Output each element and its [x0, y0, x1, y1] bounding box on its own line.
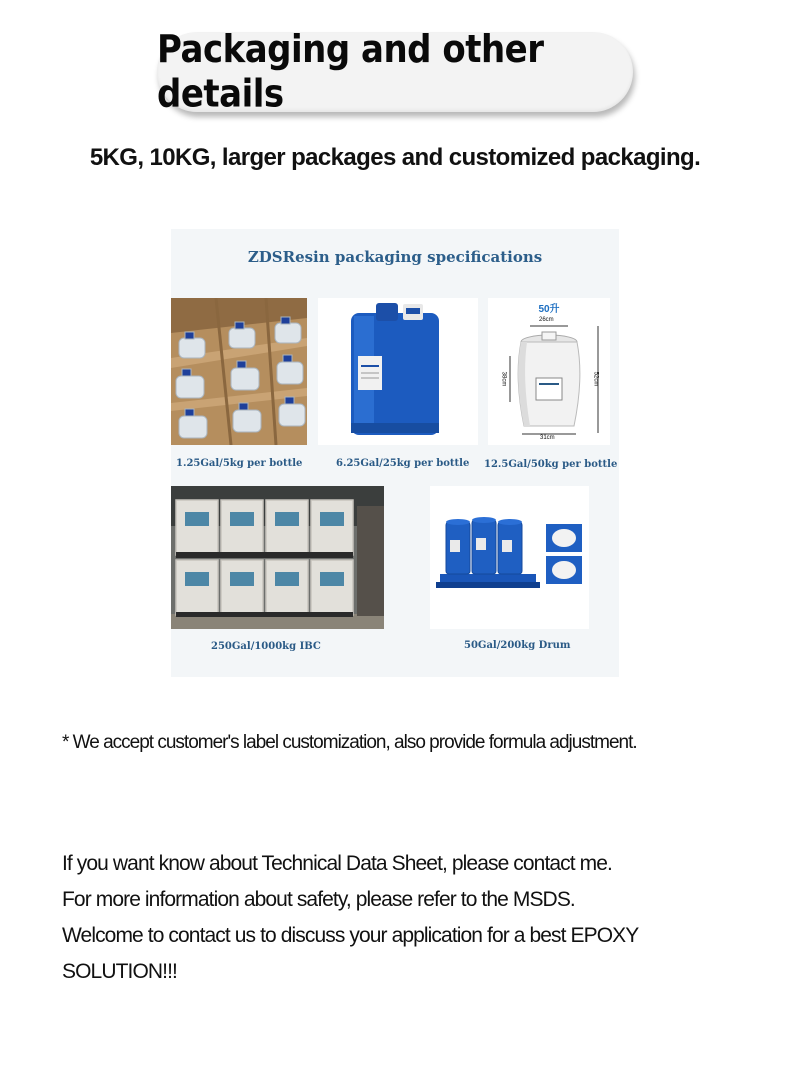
contact-line-solution: SOLUTION!!!: [62, 960, 177, 983]
barrel-height-dim: 52cm: [592, 371, 599, 387]
packaging-subtitle: 5KG, 10KG, larger packages and customized packaging.: [89, 144, 701, 171]
packaging-specifications-figure: [171, 229, 619, 677]
section-title: Packaging and other details: [157, 27, 544, 117]
contact-line-msds: For more information about safety, please refer to the MSDS.: [62, 888, 575, 911]
caption-drum: 50Gal/200kg Drum: [464, 640, 571, 651]
section-title-banner: [157, 27, 633, 117]
caption-ibc: 250Gal/1000kg IBC: [211, 641, 321, 652]
caption-bottles: 1.25Gal/5kg per bottle: [176, 458, 303, 469]
contact-paragraph: [62, 846, 742, 990]
barrel-top-dim: 26cm: [539, 317, 554, 323]
caption-barrel: 12.5Gal/50kg per bottle: [484, 459, 618, 470]
barrel-volume-label: 50升: [538, 304, 560, 315]
barrel-bottom-dim: 31cm: [540, 435, 555, 441]
ibc-totes-photo: [171, 486, 384, 629]
customization-note: * We accept customer's label customization, also provide formula adjustment.: [62, 732, 637, 753]
bottles-in-boxes-photo: [171, 298, 307, 445]
white-barrel-photo: [488, 298, 610, 445]
contact-line-tds: If you want know about Technical Data Sheet, please contact me.: [62, 852, 612, 875]
blue-jerrycan-photo: [318, 298, 478, 445]
barrel-side-dim: 38cm: [500, 371, 507, 387]
figure-title: ZDSResin packaging specifications: [247, 248, 543, 266]
blue-drums-photo: [430, 486, 589, 629]
contact-line-welcome: Welcome to contact us to discuss your application for a best EPOXY: [62, 924, 639, 947]
caption-jerrycan: 6.25Gal/25kg per bottle: [336, 458, 470, 469]
